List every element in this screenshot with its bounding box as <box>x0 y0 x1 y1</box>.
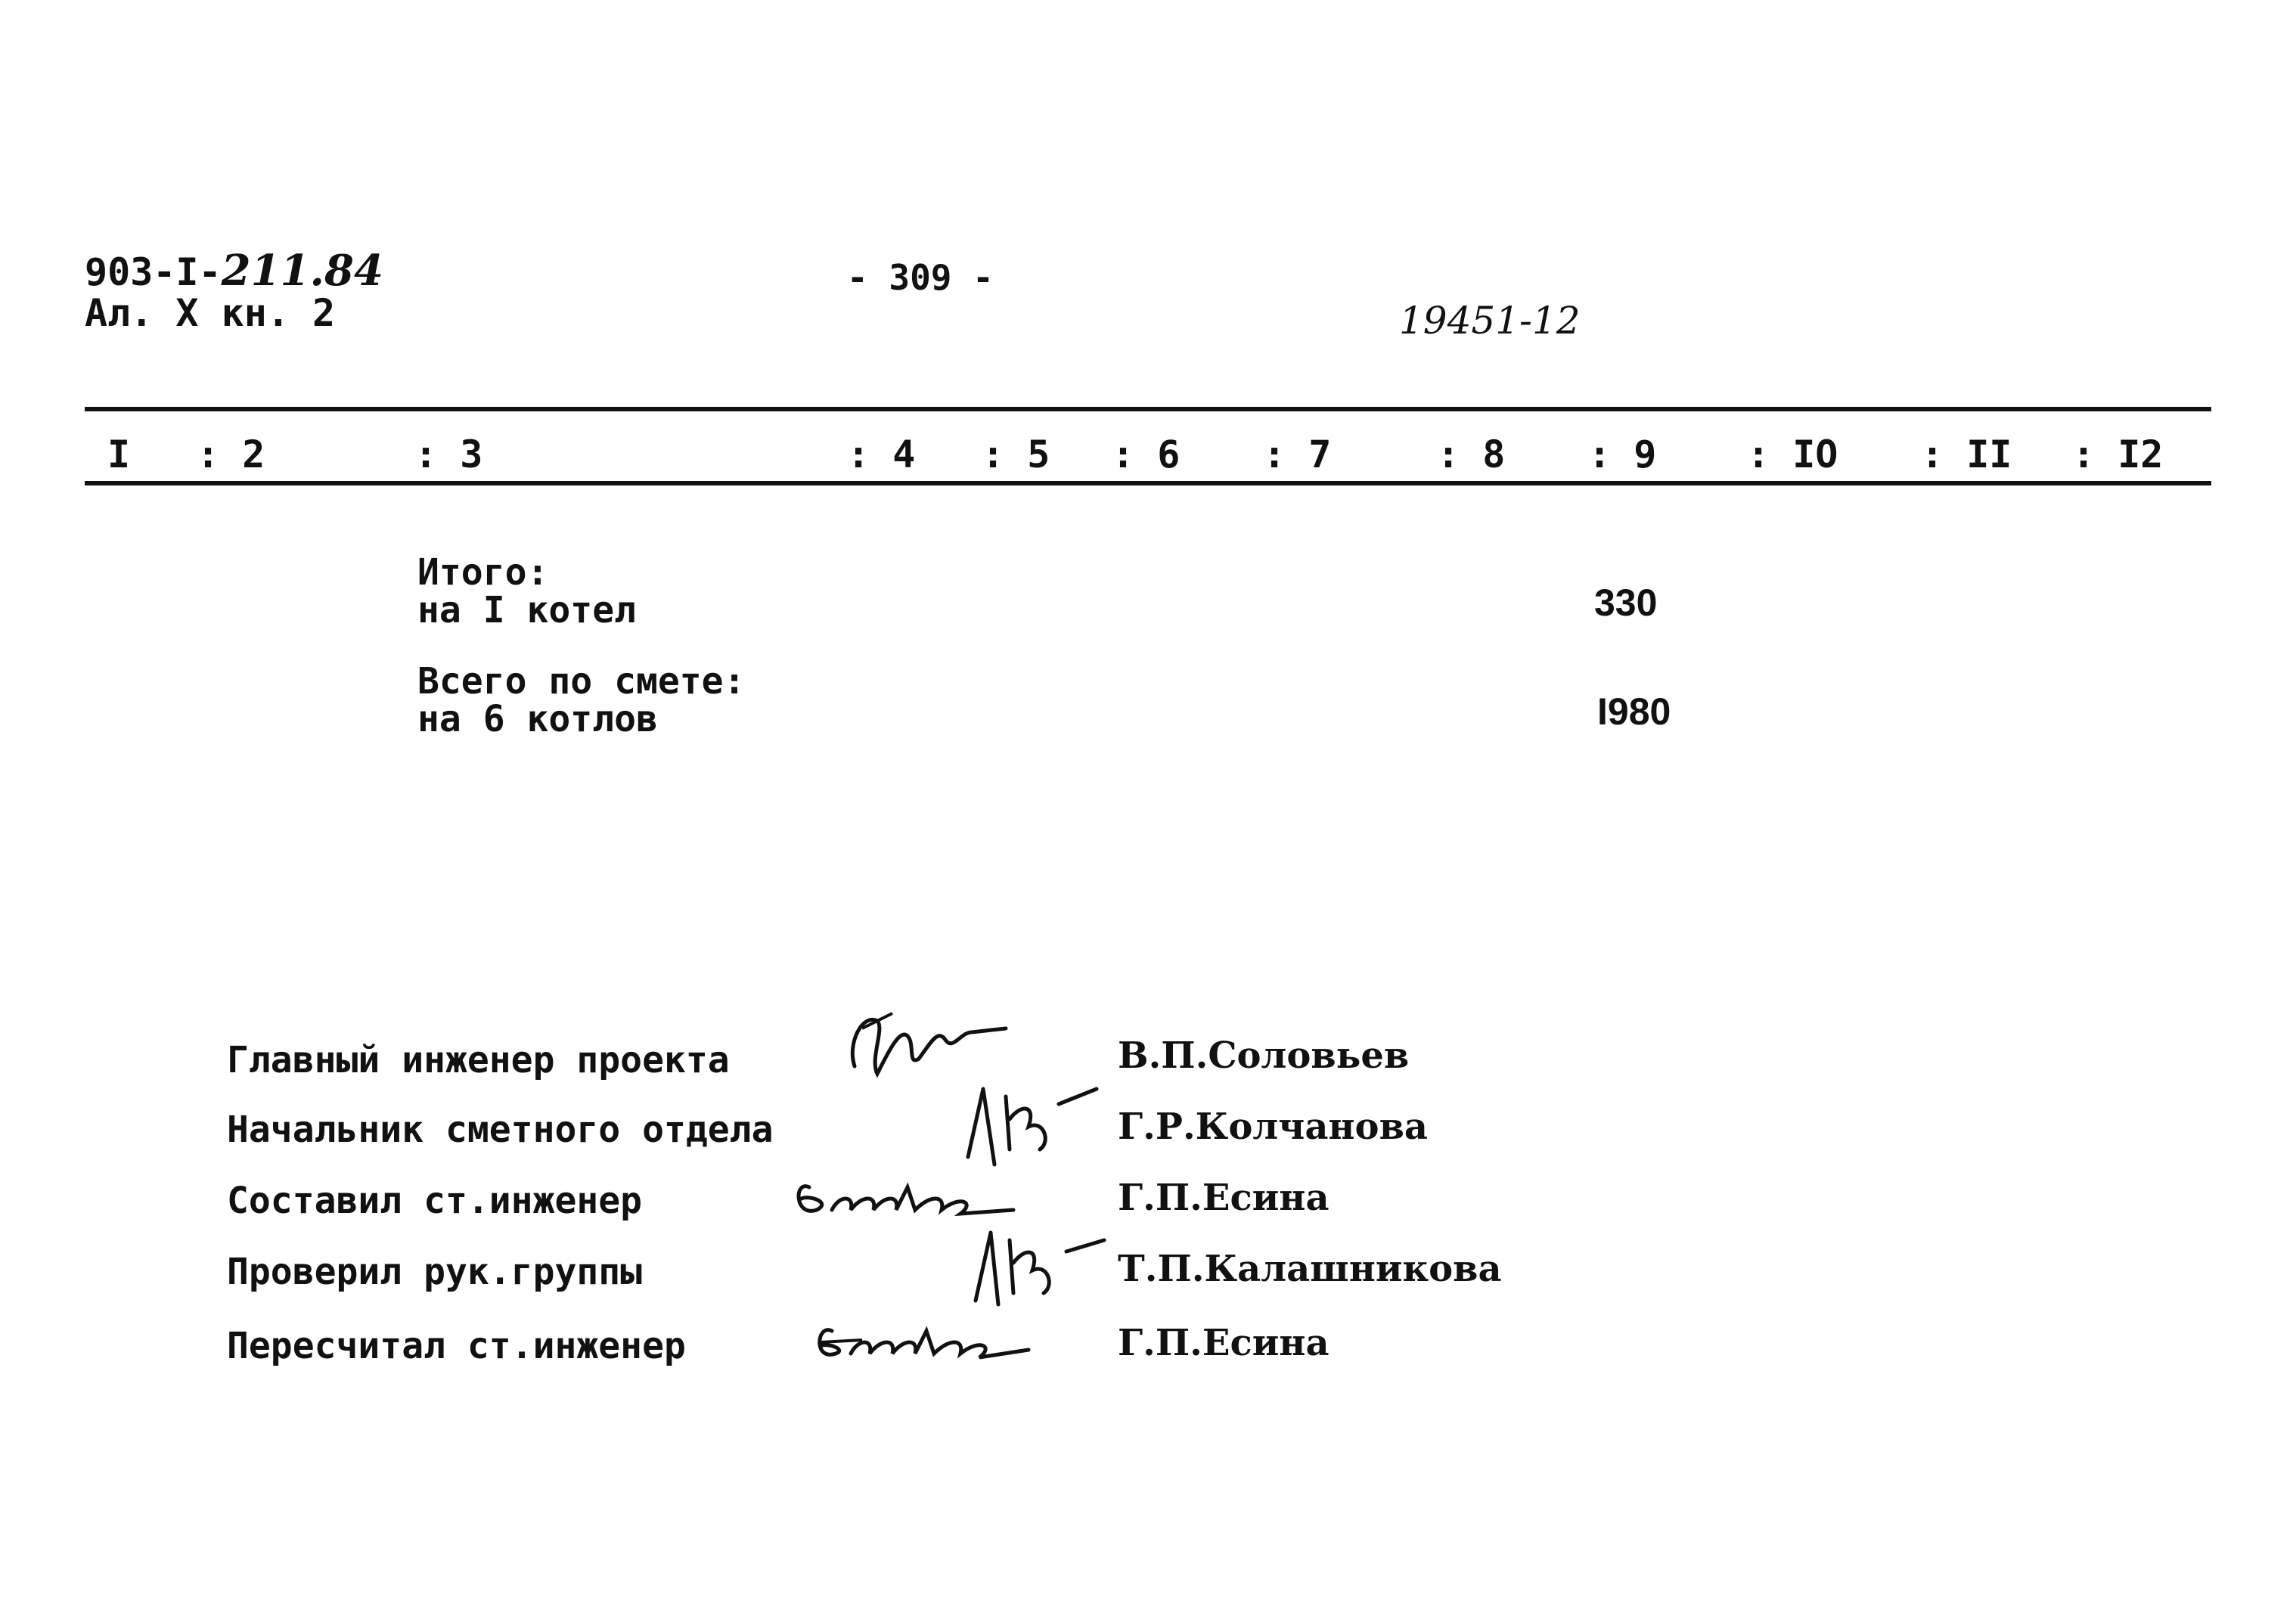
column-number: : II <box>1921 433 2012 476</box>
subtotal-label <box>417 551 636 631</box>
grand-total-label-line1: Всего по смете: <box>417 660 746 703</box>
grand-total-label-line2: на 6 котлов <box>417 698 658 740</box>
document-code-prefix: 903-I- <box>85 250 222 294</box>
subtotal-value: 330 <box>1594 582 1658 624</box>
grand-total-value: I980 <box>1597 690 1671 733</box>
subtotal-label-line1: Итого: <box>417 551 549 594</box>
grand-total-label <box>417 662 745 738</box>
column-number: : IO <box>1747 433 1838 476</box>
signature-role: Составил ст.инженер <box>227 1180 643 1222</box>
column-number: I <box>107 433 131 476</box>
signature-name: Г.Р.Колчанова <box>1118 1106 1429 1148</box>
column-number: : 8 <box>1437 433 1506 476</box>
subtotal-label-line2: на I котел <box>417 589 636 631</box>
signature-role: Начальник сметного отдела <box>227 1109 774 1151</box>
signature-name: Т.П.Калашникова <box>1118 1248 1502 1290</box>
column-number: : 7 <box>1263 433 1332 476</box>
signature-name: В.П.Соловьев <box>1118 1034 1410 1077</box>
table-top-rule <box>85 407 2211 411</box>
signature-name: Г.П.Есина <box>1118 1322 1330 1364</box>
column-number: : 9 <box>1588 433 1657 476</box>
signature-scribble-5 <box>802 1308 1044 1376</box>
document-code <box>85 246 383 296</box>
signature-name: Г.П.Есина <box>1118 1177 1330 1219</box>
page-number: - 309 - <box>847 257 994 298</box>
archive-number: 19451-12 <box>1399 299 1581 343</box>
signature-role: Главный инженер проекта <box>227 1039 730 1081</box>
column-number: : 6 <box>1112 433 1181 476</box>
table-bottom-rule <box>85 481 2211 485</box>
document-code-handwritten: 211.84 <box>221 246 383 296</box>
signature-role: Пересчитал ст.инженер <box>227 1325 686 1367</box>
album-book-label: Ал. X кн. 2 <box>85 291 336 335</box>
signature-scribble-4 <box>945 1217 1112 1316</box>
column-number: : 4 <box>847 433 916 476</box>
column-number-row <box>0 433 2296 478</box>
column-number: : 2 <box>197 433 265 476</box>
signature-role: Проверил рук.группы <box>227 1251 643 1293</box>
column-number: : 5 <box>982 433 1050 476</box>
column-number: : 3 <box>414 433 483 476</box>
column-number: : I2 <box>2072 433 2164 476</box>
